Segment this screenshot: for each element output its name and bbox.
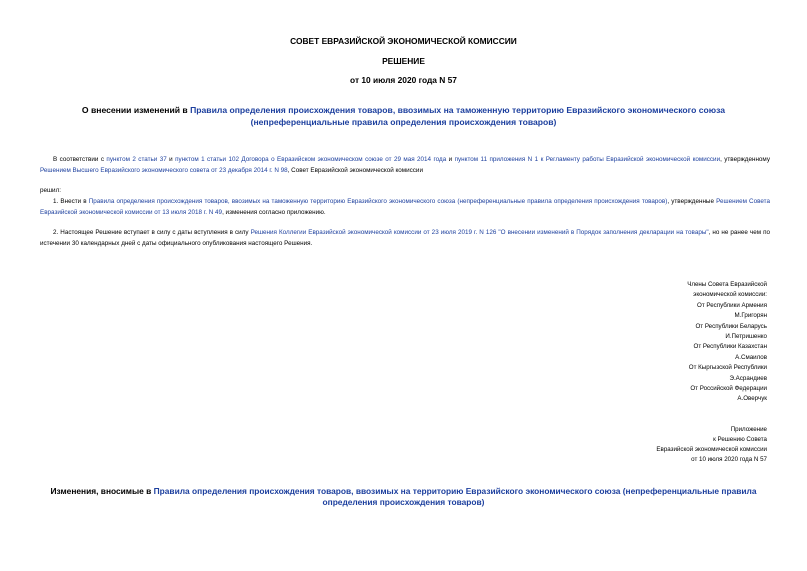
signature-line: И.Петришенко — [725, 333, 767, 341]
appendix-title-rules-link[interactable]: Правила определения происхождения товаров, ввозимых на территорию Евразийского экономического союза (непреференциальные правила определения происхождения товаров) — [153, 486, 757, 507]
signature-line: экономической комиссии: — [693, 291, 767, 299]
paragraph-item-2 — [40, 227, 770, 249]
item2-text-1: 2. Настоящее Решение вступает в силу с даты вступления в силу — [53, 229, 251, 236]
signature-line: А.Оверчук — [737, 395, 767, 403]
item1-text-3: , изменения согласно приложению. — [222, 209, 326, 216]
title-rules-link[interactable]: Правила определения происхождения товаров, ввозимых на таможенную территорию Евразийского экономического союза (непреференциальные правила определения происхождения товаров) — [190, 105, 726, 127]
link-origin-rules[interactable]: Правила определения происхождения товаров, ввозимых на таможенную территорию Евразийского экономического союза (непреференциальные правила определения происхождения товаров) — [88, 198, 668, 205]
item2-text-2: , но не ранее чем по истечении 30 календарных дней с даты официального опубликования настоящего Решения. — [40, 229, 771, 247]
preamble-text-4: , утвержденному — [720, 156, 770, 163]
preamble-text-3: и — [446, 156, 455, 163]
link-article-102-treaty[interactable]: пунктом 1 статьи 102 Договора о Евразийском экономическом союзе от 29 мая 2014 года — [175, 156, 447, 163]
appendix-block — [607, 425, 767, 465]
signature-line: М.Григорян — [734, 312, 767, 320]
signature-line: Э.Асрандиев — [729, 374, 767, 382]
appendix-line: Приложение — [730, 426, 767, 433]
signature-line: От Республики Казахстан — [693, 343, 767, 351]
signature-line: От Республики Беларусь — [695, 322, 767, 330]
appendix-title-prefix: Изменения, вносимые в — [50, 486, 154, 496]
appendix-line: от 10 июля 2020 года N 57 — [691, 456, 767, 463]
council-heading: СОВЕТ ЕВРАЗИЙСКОЙ ЭКОНОМИЧЕСКОЙ КОМИССИИ — [290, 36, 517, 46]
preamble-text-5: , Совет Евразийской экономической комиссии — [287, 167, 423, 174]
link-supreme-council-decision[interactable]: Решением Высшего Евразийского экономического совета от 23 декабря 2014 г. N 98 — [40, 167, 288, 174]
item1-text-1: 1. Внести в — [53, 198, 89, 205]
signatures-block — [627, 280, 767, 405]
date-number-heading: от 10 июля 2020 года N 57 — [350, 75, 457, 85]
title-prefix: О внесении изменений в — [81, 105, 191, 115]
signature-line: Члены Совета Евразийской — [687, 281, 767, 288]
paragraph-resolved: решил: — [40, 187, 61, 194]
appendix-title — [40, 486, 767, 508]
preamble-text-2: и — [166, 156, 176, 163]
link-board-decision-126[interactable]: Решения Коллегии Евразийской экономической комиссии от 23 июля 2019 г. N 126 "О внесении изменений в Порядок заполнения декларации на товары" — [250, 229, 709, 236]
signature-line: От Кыргызской Республики — [688, 364, 767, 372]
preamble-text-1: В соответствии с — [53, 156, 107, 163]
appendix-line: Евразийской экономической комиссии — [656, 446, 767, 453]
document-title — [40, 104, 767, 128]
link-article-37[interactable]: пунктом 2 статьи 37 — [106, 156, 167, 163]
item1-text-2: , утвержденные — [667, 198, 717, 205]
signature-line: От Республики Армения — [697, 301, 767, 309]
link-annex-regulations[interactable]: пунктом 11 приложения N 1 к Регламенту работы Евразийской экономической комиссии — [454, 156, 721, 163]
doc-type-heading: РЕШЕНИЕ — [382, 56, 425, 66]
appendix-line: к Решению Совета — [713, 436, 767, 443]
link-council-decision-49[interactable]: Решением Совета Евразийской экономической комиссии от 13 июля 2018 г. N 49 — [40, 198, 770, 216]
paragraph-item-1 — [40, 196, 770, 218]
paragraph-preamble — [40, 154, 770, 176]
signature-line: А.Смаилов — [735, 353, 767, 361]
signature-line: От Российской Федерации — [690, 385, 767, 393]
